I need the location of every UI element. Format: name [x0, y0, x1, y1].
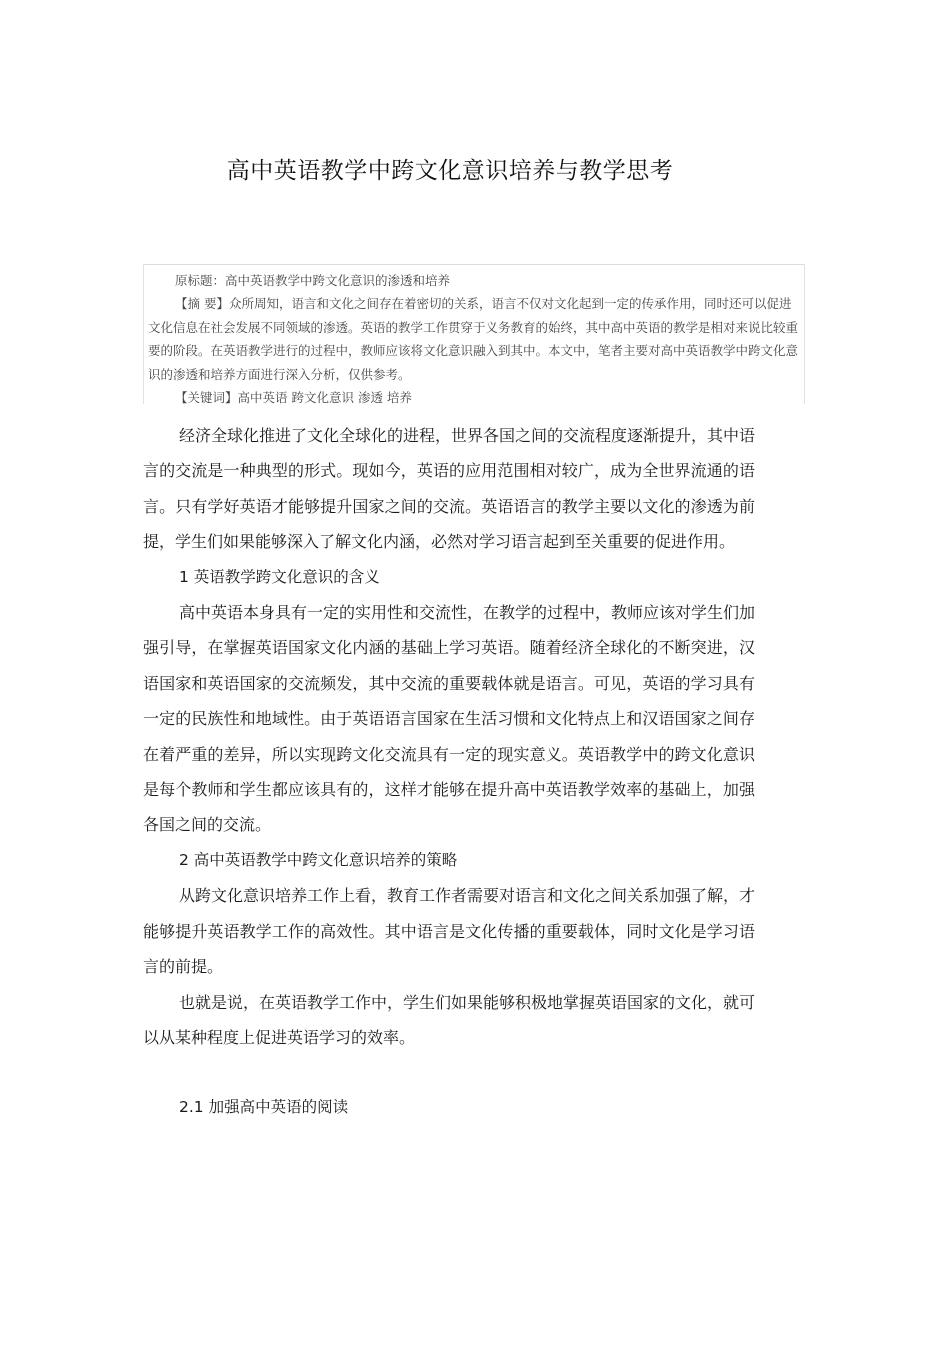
section-2-heading: 2 高中英语教学中跨文化意识培养的策略 — [179, 850, 458, 869]
section-1-paragraph: 高中英语本身具有一定的实用性和交流性，在教学的过程中，教师应该对学生们加强引导，在掌握英语国家文化内涵的基础上学习英语。随着经济全球化的不断突进，汉语国家和英语国家的交流频发，其中交流的重要载体就是语言。可见，英语的学习具有一定的民族性和地域性。由于英语语言国家在生活习惯和文化特点上和汉语国家之间存在着严重的差异，所以实现跨文化交流具有一定的现实意义。英语教学中的跨文化意识是每个教师和学生都应该具有的，这样才能够在提升高中英语教学效率的基础上，加强各国之间的交流。 — [143, 603, 756, 835]
section-1-heading: 1 英语教学跨文化意识的含义 — [179, 567, 380, 586]
section-2-1-heading: 2.1 加强高中英语的阅读 — [179, 1098, 349, 1117]
spacer — [143, 1055, 755, 1090]
abstract-box — [143, 264, 805, 404]
document-body — [143, 418, 755, 1126]
original-title: 原标题：高中英语教学中跨文化意识的渗透和培养 — [175, 273, 451, 288]
keywords: 【关键词】高中英语 跨文化意识 渗透 培养 — [175, 390, 412, 404]
document-title: 高中英语教学中跨文化意识培养与教学思考 — [226, 158, 674, 184]
abstract-text: 【摘 要】众所周知，语言和文化之间存在着密切的关系，语言不仅对文化起到一定的传承作用，同时还可以促进文化信息在社会发展不同领域的渗透。英语的教学工作贯穿于义务教育的始终，其中高中英语的教学是相对来说比较重要的阶段。在英语教学进行的过程中，教师应该将文化意识融入到其中。本文中，笔者主要对高中英语教学中跨文化意识的渗透和培养方面进行深入分析，仅供参考。 — [148, 296, 799, 382]
intro-paragraph: 经济全球化推进了文化全球化的进程，世界各国之间的交流程度逐渐提升，其中语言的交流是一种典型的形式。现如今，英语的应用范围相对较广，成为全世界流通的语言。只有学好英语才能够提升国家之间的交流。英语语言的教学主要以文化的渗透为前提，学生们如果能够深入了解文化内涵，必然对学习语言起到至关重要的促进作用。 — [143, 426, 756, 552]
section-2-paragraph-1: 从跨文化意识培养工作上看，教育工作者需要对语言和文化之间关系加强了解，才能够提升英语教学工作的高效性。其中语言是文化传播的重要载体，同时文化是学习语言的前提。 — [143, 886, 756, 977]
section-2-paragraph-2: 也就是说，在英语教学工作中，学生们如果能够积极地掌握英语国家的文化，就可以从某种程度上促进英语学习的效率。 — [143, 992, 756, 1047]
